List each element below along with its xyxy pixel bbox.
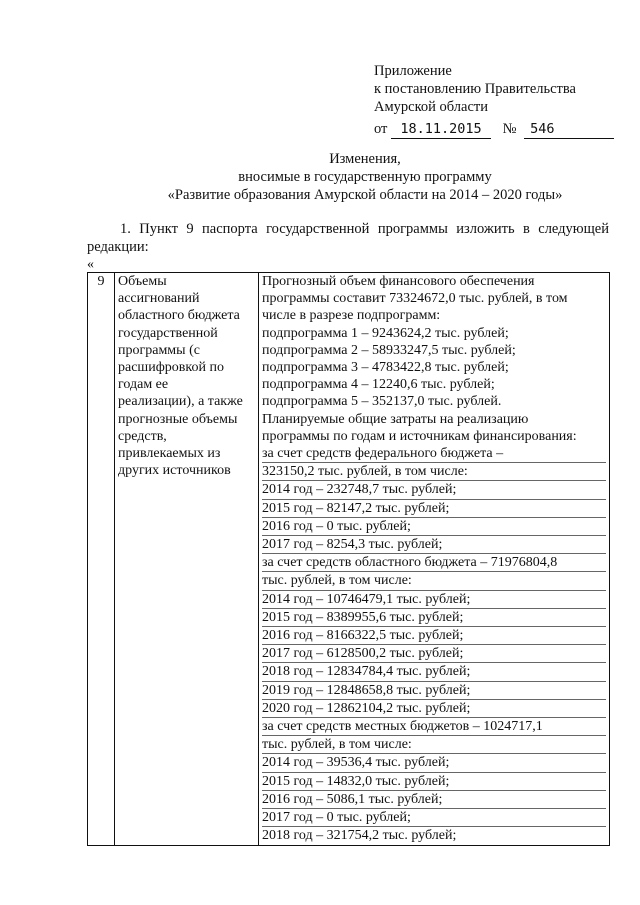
- row-value-cell: [259, 273, 610, 846]
- value-line: подпрограмма 4 – 12240,6 тыс. рублей;: [262, 377, 495, 393]
- value-line: тыс. рублей, в том числе:: [262, 735, 606, 753]
- value-line: 2017 год – 8254,3 тыс. рублей;: [262, 535, 606, 553]
- passport-table: [87, 272, 610, 846]
- resolution-number: 546: [524, 120, 614, 139]
- value-line: 2015 год – 82147,2 тыс. рублей;: [262, 499, 606, 517]
- value-line: 2014 год – 232748,7 тыс. рублей;: [262, 480, 606, 498]
- value-line: 323150,2 тыс. рублей, в том числе:: [262, 462, 606, 480]
- value-line: 2018 год – 12834784,4 тыс. рублей;: [262, 662, 606, 680]
- appendix-resolution: к постановлению Правительства: [374, 81, 576, 97]
- name-line: областного бюджета: [118, 308, 240, 324]
- value-line: числе в разрезе подпрограмм:: [262, 308, 441, 324]
- value-line: 2014 год – 39536,4 тыс. рублей;: [262, 753, 606, 771]
- appendix-date-number: [374, 120, 614, 139]
- value-line: подпрограмма 2 – 58933247,5 тыс. рублей;: [262, 342, 516, 358]
- value-line: 2019 год – 12848658,8 тыс. рублей;: [262, 681, 606, 699]
- name-line: государственной: [118, 325, 218, 341]
- value-line: Прогнозный объем финансового обеспечения: [262, 274, 535, 289]
- resolution-date: 18.11.2015: [391, 120, 491, 139]
- value-line: 2014 год – 10746479,1 тыс. рублей;: [262, 590, 606, 608]
- name-line: расшифровкой по: [118, 360, 224, 376]
- paragraph-1: 1. Пункт 9 паспорта государственной программы изложить в следующей редакции:: [87, 221, 609, 255]
- name-line: других источников: [118, 463, 231, 479]
- value-line: программы по годам и источникам финансирования:: [262, 428, 577, 444]
- value-line: программы составит 73324672,0 тыс. рублей, в том: [262, 291, 568, 307]
- title-line-3: «Развитие образования Амурской области на 2014 – 2020 годы»: [167, 187, 563, 203]
- appendix-region: Амурской области: [374, 99, 488, 115]
- name-line: прогнозные объемы: [118, 411, 238, 427]
- number-sign: №: [502, 121, 517, 137]
- value-line: 2016 год – 8166322,5 тыс. рублей;: [262, 626, 606, 644]
- name-line: программы (с: [118, 342, 200, 358]
- value-line: за счет средств местных бюджетов – 1024717,1: [262, 717, 606, 735]
- value-line: 2015 год – 8389955,6 тыс. рублей;: [262, 608, 606, 626]
- value-line: тыс. рублей, в том числе:: [262, 571, 606, 589]
- name-line: средств,: [118, 428, 167, 444]
- title-line-2: вносимые в государственную программу: [238, 169, 492, 185]
- value-line: подпрограмма 5 – 352137,0 тыс. рублей.: [262, 394, 502, 410]
- value-line: 2020 год – 12862104,2 тыс. рублей;: [262, 699, 606, 717]
- row-name-cell: [115, 273, 259, 846]
- name-line: привлекаемых из: [118, 446, 221, 462]
- value-line: подпрограмма 3 – 4783422,8 тыс. рублей;: [262, 360, 509, 376]
- document-title: [90, 150, 640, 204]
- value-line: подпрограмма 1 – 9243624,2 тыс. рублей;: [262, 325, 509, 341]
- value-line: 2015 год – 14832,0 тыс. рублей;: [262, 772, 606, 790]
- name-line: Объемы: [118, 274, 167, 289]
- appendix-title: Приложение: [374, 63, 452, 79]
- title-line-1: Изменения,: [329, 151, 401, 167]
- name-line: годам ее: [118, 377, 169, 393]
- value-line: 2017 год – 0 тыс. рублей;: [262, 808, 606, 826]
- value-line: Планируемые общие затраты на реализацию: [262, 411, 529, 427]
- value-line: 2017 год – 6128500,2 тыс. рублей;: [262, 644, 606, 662]
- open-quote: «: [87, 257, 94, 272]
- appendix-block: [374, 62, 614, 139]
- value-line: за счет средств федерального бюджета –: [262, 446, 504, 462]
- value-line: 2016 год – 5086,1 тыс. рублей;: [262, 790, 606, 808]
- name-line: реализации), а также: [118, 394, 243, 410]
- row-number: 9: [88, 273, 115, 846]
- from-label: от: [374, 121, 388, 137]
- name-line: ассигнований: [118, 291, 200, 307]
- value-line: 2016 год – 0 тыс. рублей;: [262, 517, 606, 535]
- value-line: за счет средств областного бюджета – 71976804,8: [262, 553, 606, 571]
- value-line: 2018 год – 321754,2 тыс. рублей;: [262, 826, 606, 844]
- table-row: [88, 273, 610, 846]
